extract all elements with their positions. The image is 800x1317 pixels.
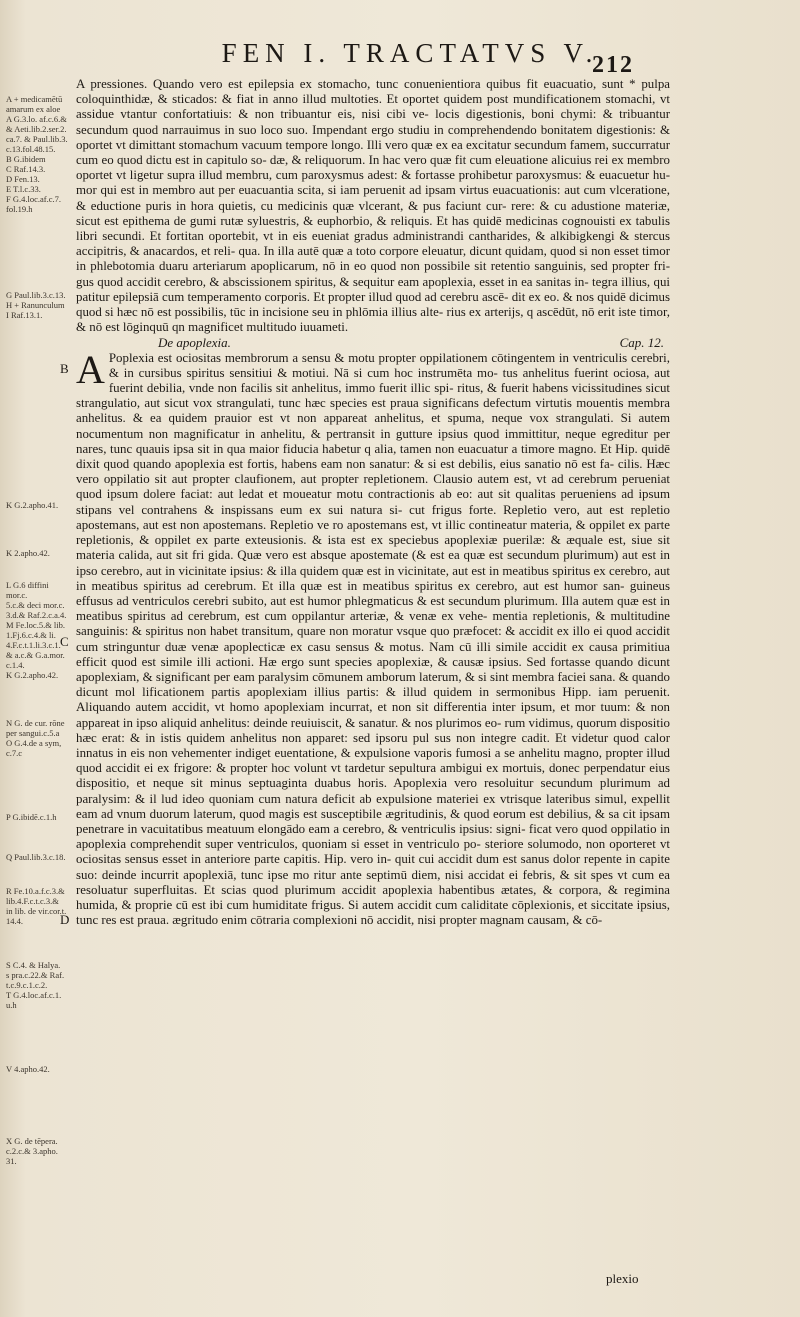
margin-note-line: K 2.apho.42. [6,548,50,558]
margin-note-line: L G.6 diffini mor.c. [6,580,49,600]
margin-note [6,718,68,758]
margin-note [6,886,68,926]
section-title: De apoplexia. [158,335,231,351]
margin-note [6,812,68,822]
margin-note-line: c.13.fol.48.15. [6,144,56,154]
margin-note-line: K G.2.apho.42. [6,670,59,680]
margin-note-line: E T.l.c.33. [6,184,41,194]
margin-note-line: A + medicamētū [6,94,63,104]
margin-note-line: K G.2.apho.41. [6,500,59,510]
margin-note-line: I Raf.13.1. [6,310,43,320]
margin-note [6,1136,68,1166]
margin-note-line: V 4.apho.42. [6,1064,50,1074]
margin-note-line: t.c.9.c.1.c.2. [6,980,48,990]
margin-note [6,580,68,680]
margin-note-line: c.7.c [6,748,23,758]
running-title: FEN I. TRACTATVS V. [221,38,599,68]
margin-note-line: & Aeti.lib.2.ser.2. [6,124,67,134]
section-letter: D [60,912,70,927]
margin-note-line: H + Ranunculum [6,300,65,310]
section-heading [158,335,670,350]
main-text [76,77,670,928]
margin-note [6,852,68,862]
margin-note-line: O G.4.de a sym, [6,738,62,748]
margin-note-line: M Fe.loc.5.& lib. [6,620,66,630]
margin-note [6,548,68,558]
margin-note-line: 4.F.c.t.1.li.3.c.1. [6,640,61,650]
margin-note-line: lib.4.F.c.t.c.3.& [6,896,59,906]
margin-note-line: 5.c.& deci mor.c. [6,600,65,610]
margin-note-line: B G.ibidem [6,154,46,164]
catchword: plexio [606,1271,639,1286]
margin-note-line: s pra.c.22.& Raf. [6,970,65,980]
margin-note [6,290,68,320]
margin-note-line: F G.4.loc.af.c.7. [6,194,62,204]
margin-note-line: ca.7. & Paul.lib.3. [6,134,68,144]
margin-note-line: c.2.c.& 3.apho. [6,1146,58,1156]
margin-note-line: C Raf.14.3. [6,164,46,174]
margin-note-line: T G.4.loc.af.c.1. [6,990,62,1000]
section-letter: C [60,634,69,649]
margin-note-line: 31. [6,1156,17,1166]
margin-note-line: X G. de tēpera. [6,1136,58,1146]
margin-note-line: per sangui.c.5.a [6,728,60,738]
margin-note [6,960,68,1010]
paragraph-apoplexia [76,346,670,929]
margin-note-line: 1.Fj.6.c.4.& li. [6,630,56,640]
margin-note-line: c.1.4. [6,660,25,670]
margin-note-line: fol.19.h [6,204,33,214]
margin-note [6,1064,68,1074]
apoplexia-text: Poplexia est ociositas membrorum a sensu & motu propter oppilationem cōtingentem in ventriculis cerebri, & in cursibus spiritus sensitiui & motiui. Nā si cum hoc instrumēta mo- tus anhelitus fuerint ociosa, aut fuerint debilia, vnde non facilis sit anhelitus, immo fuerit illic spi- ritus, & fuerit habens vicissitudines sicut strangulatio, aut sicut vox strangulati, tunc hæc species est praua significans defectum virtutis mouentis membra anhelitus. & ea quidem prauior est vt non appareat anhelitus, et spuma, neque vox strangulati. Si autem nocumentum non magnificatur in anhelitu, & pertransit in gutture ipsius quod immittitur, neque egreditur per nares, tunc quauis ipsa sit in qua maior fiducia habetur q alia, tamen non euacuatur a timore magno. Et Hip. quidē dixit quod quando apoplexia est fortis, habens eam non sanatur: & si est debilis, eius sanatio nō est fa- cilis. Hæc vero oppilatio sit aut propter claufionem, aut propter repletionem. Clausio autem est, vt ad cerebrum perueniat quod ipsum dolere faciat: aut ledat et moueatur motu contractionis ab eo: aut sit qualitas perueniens ad ipsum stipans vel contrahens & inspissans eum ex sui natura si- cut frigus forte. Repletio vero, aut est repletio apostemans, aut est non apostemans. Repletio ve ro apostemans est, vt illic contineatur materia, & oppilet ex parte repletionis, & oppilet ex parte exteusionis. & ista est ex speciebus apoplexiæ puerilæ: & æquale est, siue sit materia calida, aut sit fri gida. Quæ vero est absque apostemate (& est ea quæ est secundum plurimum) aut est in ipso cerebro, aut in vicinitate ipsius: & illa quidem quæ est in vicinitate, aut est in meatibus spiritus ex cerebro, aut in meatibus spiritus ad cerebrum. Et illa quæ est in meatibus spiritus ex cerebro, aut est humor san- guineus effusus ad ventriculos cerebri subito, aut est humor phlegmaticus & est secundum plurimum. Illa autem quæ est in meatibus spiritus ad cerebrum, est cum oppilantur arteriæ, & venæ ex vehe- mentia repletionis, & multitudine sanguinis: & spiritus non habet transitum, quare non moratur vsque quo præfocet: & accidit ex illo ei quod accidit cum stringuntur duæ venæ apoplecticæ ex casu sensus & motus. Nam cū illi simile accidit ex causa primitiua efficit quod est simile illi actioni. Hæ ergo sunt species apoplexiæ, & causæ ipsius. Sed fortasse quando dicunt apoplexiam, & significant per eam paralysim cōmunem amborum laterum, & si sint membra faciei sana. & quando dicunt mol lificationem partis apoplexiam illius partis: & illud quidem in sermonibus Hipp. iam peruenit. Aliquando autem accidit, vt homo apoplexiam incurrat, et non sit differentia inter ipsum, et mor tuum: & non appareat in ipso aliquid anhelitus: deinde reuiuiscit, & sanatur. & nos plurimos eo- rum vidimus, quorum dispositio hæc erat: & in istis quidem anhelitus non apparet: sed ipsoru pul sus non integre cadit. Et videtur quod calor innatus in eis non vehementer indiget euentatione, & expulsione vaporis fumosi a se anhelitu magno, propter illud quod accidit ei ex frigore: & propter hoc volunt vt tardetur sepultura ambigui ex mortuis, donec perpendatur eius dispositio, et neque sit minus septuaginta duabus horis. Apoplexia vero resoluitur secundum plurimum ad paralysim: & il lud ideo quoniam cum natura deficit ab expulsione materiei ex vtrisque lateribus simul, expellit eam ad vnum duorum laterum, quod magis est susceptibile ægritudinis, & quod eorum est debilius, & sa cit ipsam penetrare in vacuitatibus meatuum elongādo eam a cerebro, & ventriculis ipsius: signi- ficat vero quod oppilatio in apoplexia comprehendit super ventriculos, quoniam si esset in ventriculo po- steriore solumodo, non oporteret vt ociositas sensus esset in anteriore parte capitis. Hip. vero in- quit cui accidit dum est sanus dolor repente in capite suo: deinde incurrit apoplexiā, tunc ipse mo ritur ante septimū diem, nisi accidat ei febris, & sit spes vt cum ea resoluatur superfluitas. Et scias quod plurimum accidit apoplexia habentibus ætates, & corpora, & regimina humida, & proprie cū est ibi cum humiditate frigus. Si autem accidit cum caliditate cōplexionis, et siccitate ipsius, tunc res est praua. ægritudo enim cōtraria complexioni nō accidit, nisi propter magnam causam, & cō- [76,350,670,928]
margin-note-line: 14.4. [6,916,23,926]
margin-note-line: amarum ex aloe [6,104,61,114]
paragraph-epilepsia: A pressiones. Quando vero est epilepsia ex stomacho, tunc conuenientiora quibus fit euacuatio, sunt * pulpa coloquinthidæ, & sticados: & fiat in anno illud multoties. Et oportet quidem post mundificationem stomachi, vt assidue vtantur confortatiuis: & non tribuantur eis, nisi cibi ve- locis digestionis, boni chymi: & tribuantur secundum quod narrauimus in suo loco suo. Impendant ergo studiu in comprehendendo bonitatem digestionis: & oportet vt dimittant stomachum vacuum tempore longo. Illi vero quæ ex ea excitatur secundum famem, succurratur cum eo quod dictu est in capitulo so- dæ, & reliquorum. In hac vero quæ fit cum eleuatione alicuius rei ex membro oportet vt ligetur supra illud membru, cum paroxysmus adest: & fortasse prohibetur paroxysmus: & euacuetur hu- mor qui est in membro aut per euacuantia scita, si iam peruenit ad ipsam virtus euacuationis: aut cum vlceratione, & eductione puris in hora quietis, cu medicinis quæ vlcerant, & pus faciunt cur- rere: & cu adustione materiæ, sicut est epithema de gumi rutæ syluestris, & euphorbio, & reliquis. Et has quidē medicinas cognouisti ex tabulis libri secundi. Et fortitan oportebit, vt in eis eueniat gradus administrandi cantharides, & alkibigkengi & stercus accipitris, & anacardos, et reli- qua. In illa autē quæ a toto corpore eleuatur, dicunt quidam, quod si non esset timor in phlebotomia duaru arteriarum apoplicarum, nō in eo quod non possibile sit retentio sanguinis, sed propter fri- gus quod accidit cerebro, & abscissionem spiritus, & sequitur eam apoplexia, esset in ea sanitas in- tegra illius, qui patitur epilepsiā cum temperamento corporis. Et propter illud quod ad cerebru ascē- dit ex eo. & nos quidē dicimus quod si hæc nō est possibilis, tūc in incisione seu in phlōmia illius alte- rius ex arterijs, q ascēdūt, nō erit iste timor, & nō est lōginquū qn magnificet multitudo iuuameti. [76,77,670,335]
chapter-number: Cap. 12. [619,335,664,351]
margin-note-line: Q Paul.lib.3.c.18. [6,852,66,862]
margin-note-line: D Fen.13. [6,174,40,184]
margin-note-line: 3.d.& Raf.2.c.a.4. [6,610,67,620]
margin-note-line: u.h [6,1000,17,1010]
drop-capital: A [76,346,105,392]
margin-note-line: P G.ibidē.c.1.h [6,812,57,822]
section-letter: B [60,361,69,376]
margin-note-line: R Fe.10.a.f.c.3.& [6,886,65,896]
margin-note [6,500,68,510]
margin-note [6,94,68,214]
margin-note-line: S C.4. & Halya. [6,960,61,970]
margin-note-line: A G.3.lo. af.c.6.& [6,114,67,124]
margin-note-line: & a.c.& G.a.mor. [6,650,65,660]
margin-note-line: N G. de cur. rōne [6,718,65,728]
margin-note-line: G Paul.lib.3.c.13. [6,290,66,300]
margin-note-line: in lib. de vir.cor.t. [6,906,67,916]
folio-number: 212 [592,52,634,78]
